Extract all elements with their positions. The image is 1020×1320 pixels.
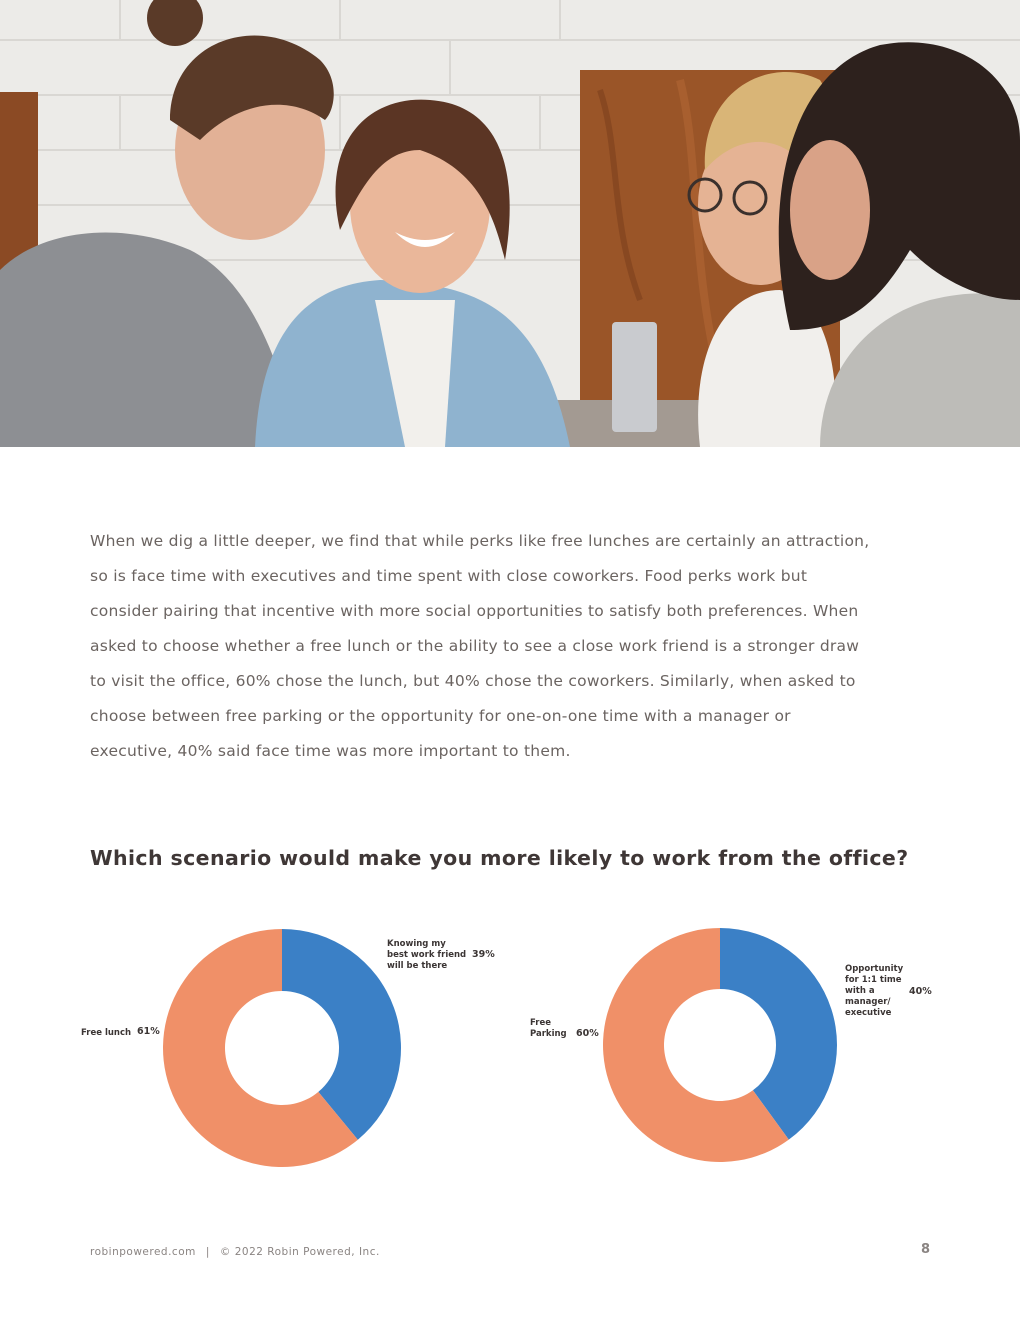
donut-chart-best-friend-vs-lunch	[60, 920, 540, 1180]
body-paragraph: When we dig a little deeper, we find that while perks like free lunches are certainly an attraction, so is face time with executives and time spent with close coworkers. Food perks work but consider pairing that incentive with more social opportunities to satisfy both preferences. When asked to choose whether a free lunch or the ability to see a close work friend is a stronger draw to visit the office, 60% chose the lunch, but 40% chose the coworkers. Similarly, when asked to choose between free parking or the opportunity for one-on-one time with a manager or executive, 40% said face time was more important to them.	[90, 532, 870, 760]
chart-question-title: Which scenario would make you more likely to work from the office?	[90, 846, 909, 870]
slice-percent-free-parking: 60%	[576, 1028, 599, 1039]
donut-chart-svg	[60, 920, 540, 1180]
slice-percent-free-lunch: 61%	[137, 1026, 160, 1037]
slice-percent-best-friend: 39%	[472, 949, 495, 960]
header-photo	[0, 0, 1020, 447]
footer	[90, 1246, 380, 1258]
slice-label-one-on-one: Opportunity for 1:1 time with a manager/ executive	[845, 964, 904, 1018]
footer-copyright: © 2022 Robin Powered, Inc.	[219, 1246, 380, 1258]
slice-label-best-friend: Knowing my best work friend will be there	[387, 939, 467, 971]
slice-label-free-parking: Free Parking	[530, 1018, 567, 1039]
slice-percent-one-on-one: 40%	[909, 986, 932, 997]
donut-chart-svg	[500, 920, 980, 1180]
slice-label-free-lunch: Free lunch	[81, 1028, 132, 1038]
footer-website-link[interactable]: robinpowered.com	[90, 1246, 196, 1258]
donut-chart-face-time-vs-parking	[500, 920, 980, 1180]
page-number: 8	[921, 1242, 931, 1257]
footer-separator: |	[205, 1246, 210, 1258]
